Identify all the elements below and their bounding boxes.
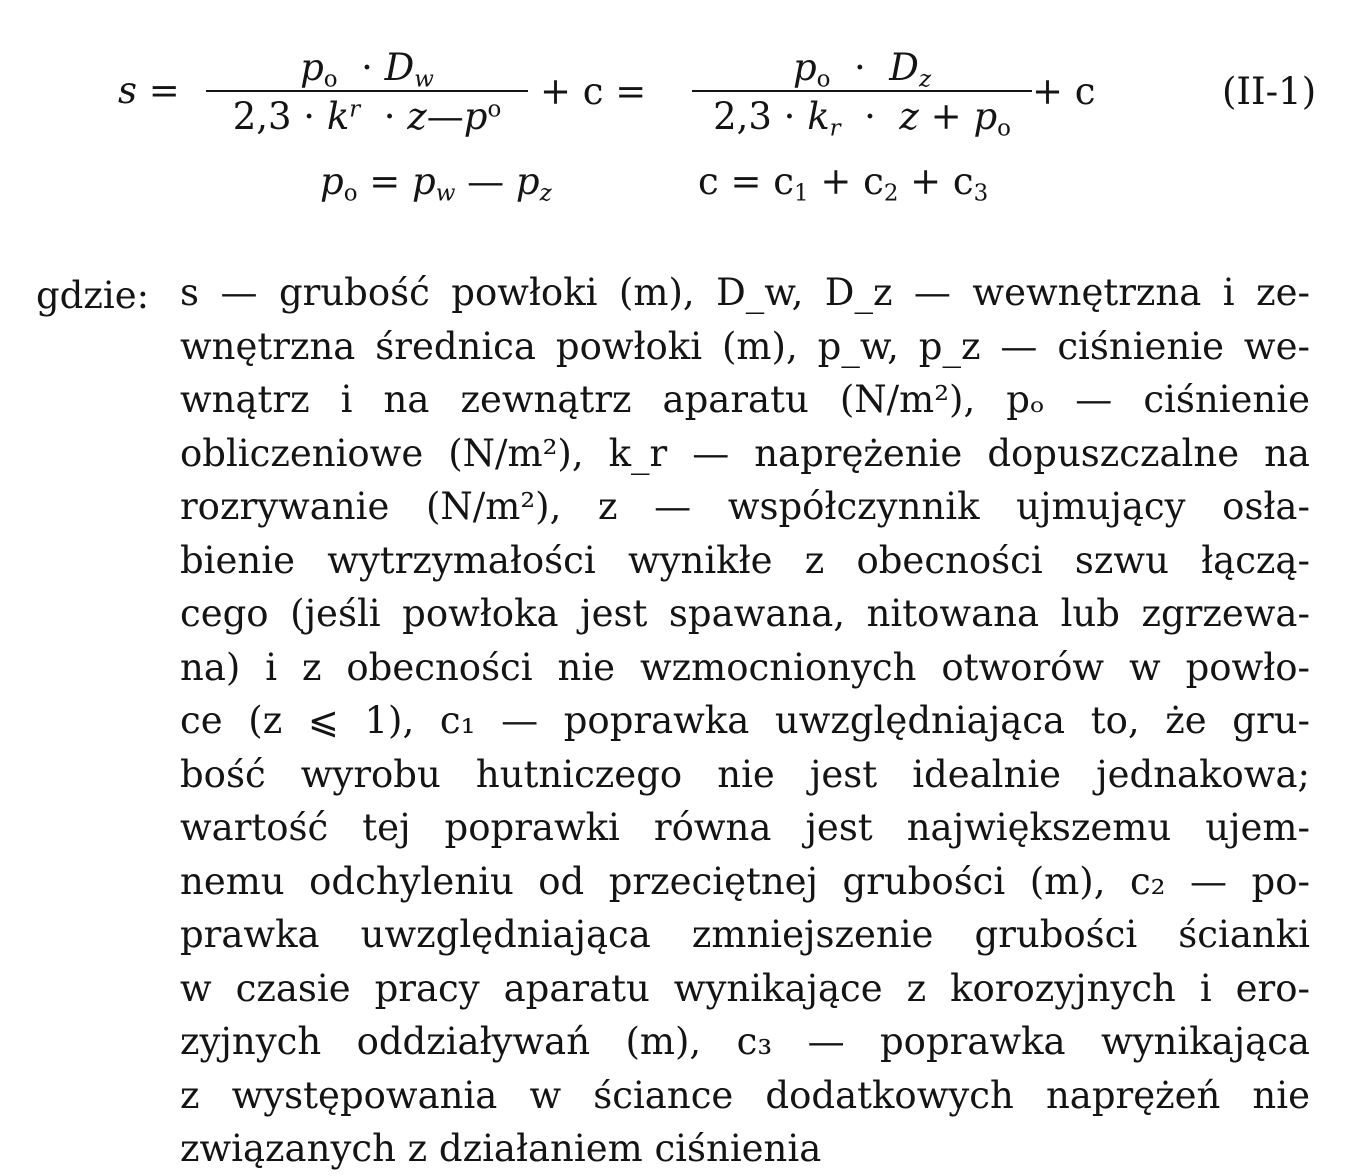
- definition-line: na) i z obecności nie wzmocnionych otworów w powło-: [180, 645, 1310, 689]
- equation-ii-1: [118, 46, 1318, 146]
- definition-line: ce (z ⩽ 1), c₁ — poprawka uwzględniająca to, że gru-: [180, 699, 1310, 742]
- fraction-outer-diameter: [692, 46, 1032, 142]
- equation-middle: + c =: [540, 70, 647, 113]
- fraction-2-numerator: $p_o \cdot D_z$: [792, 46, 932, 93]
- fraction-inner-diameter: [206, 46, 528, 138]
- equation-number: (II-1): [1222, 70, 1317, 113]
- definition-line: wartość tej poprawki równa jest największemu ujem-: [180, 806, 1310, 849]
- definition-line: związanych z działaniem ciśnienia: [180, 1127, 822, 1170]
- equation-allowance-sum: $c = c_1 + c_2 + c_3$: [698, 160, 989, 207]
- definition-line: bienie wytrzymałości wynikłe z obecności szwu łączą-: [180, 538, 1310, 582]
- definition-line: w czasie pracy aparatu wynikające z korozyjnych i ero-: [180, 966, 1310, 1010]
- fraction-1-numerator: $p_o \cdot D_w$: [300, 46, 434, 93]
- definition-line: prawka uwzględniająca zmniejszenie grubości ścianki: [180, 913, 1310, 956]
- definition-line: wnętrzna średnica powłoki (m), p_w, p_z — ciśnienie we-: [180, 324, 1310, 368]
- definition-line: zyjnych oddziaływań (m), c₃ — poprawka wynikająca: [180, 1020, 1310, 1063]
- definition-line: z występowania w ściance dodatkowych naprężeń nie: [180, 1073, 1310, 1117]
- fraction-1-denominator: $2,3 \cdot k^r$ · $z—p^o$: [232, 95, 502, 138]
- definitions-paragraph: [180, 266, 1310, 1176]
- fraction-2-denominator: $2,3 \cdot k_r \cdot z + p_o$: [713, 95, 1011, 142]
- where-label: gdzie:: [36, 274, 150, 317]
- equation-rhs: + c: [1032, 70, 1096, 113]
- definition-line: obliczeniowe (N/m²), k_r — naprężenie dopuszczalne na: [180, 431, 1310, 475]
- equation-lhs: s =: [118, 69, 180, 112]
- equation-pressure-difference: $p_o = p_w$ — $p_z$: [320, 160, 552, 207]
- definition-line: cego (jeśli powłoka jest spawana, nitowana lub zgrzewa-: [180, 592, 1310, 635]
- definition-line: nemu odchyleniu od przeciętnej grubości (m), c₂ — po-: [180, 859, 1310, 903]
- definition-line: s — grubość powłoki (m), D_w, D_z — wewnętrzna i ze-: [180, 271, 1310, 314]
- definition-line: bość wyrobu hutniczego nie jest idealnie jednakowa;: [180, 752, 1310, 796]
- definition-line: wnątrz i na zewnątrz aparatu (N/m²), pₒ — ciśnienie: [180, 378, 1310, 421]
- definition-line: rozrywanie (N/m²), z — współczynnik ujmujący osła-: [180, 485, 1310, 528]
